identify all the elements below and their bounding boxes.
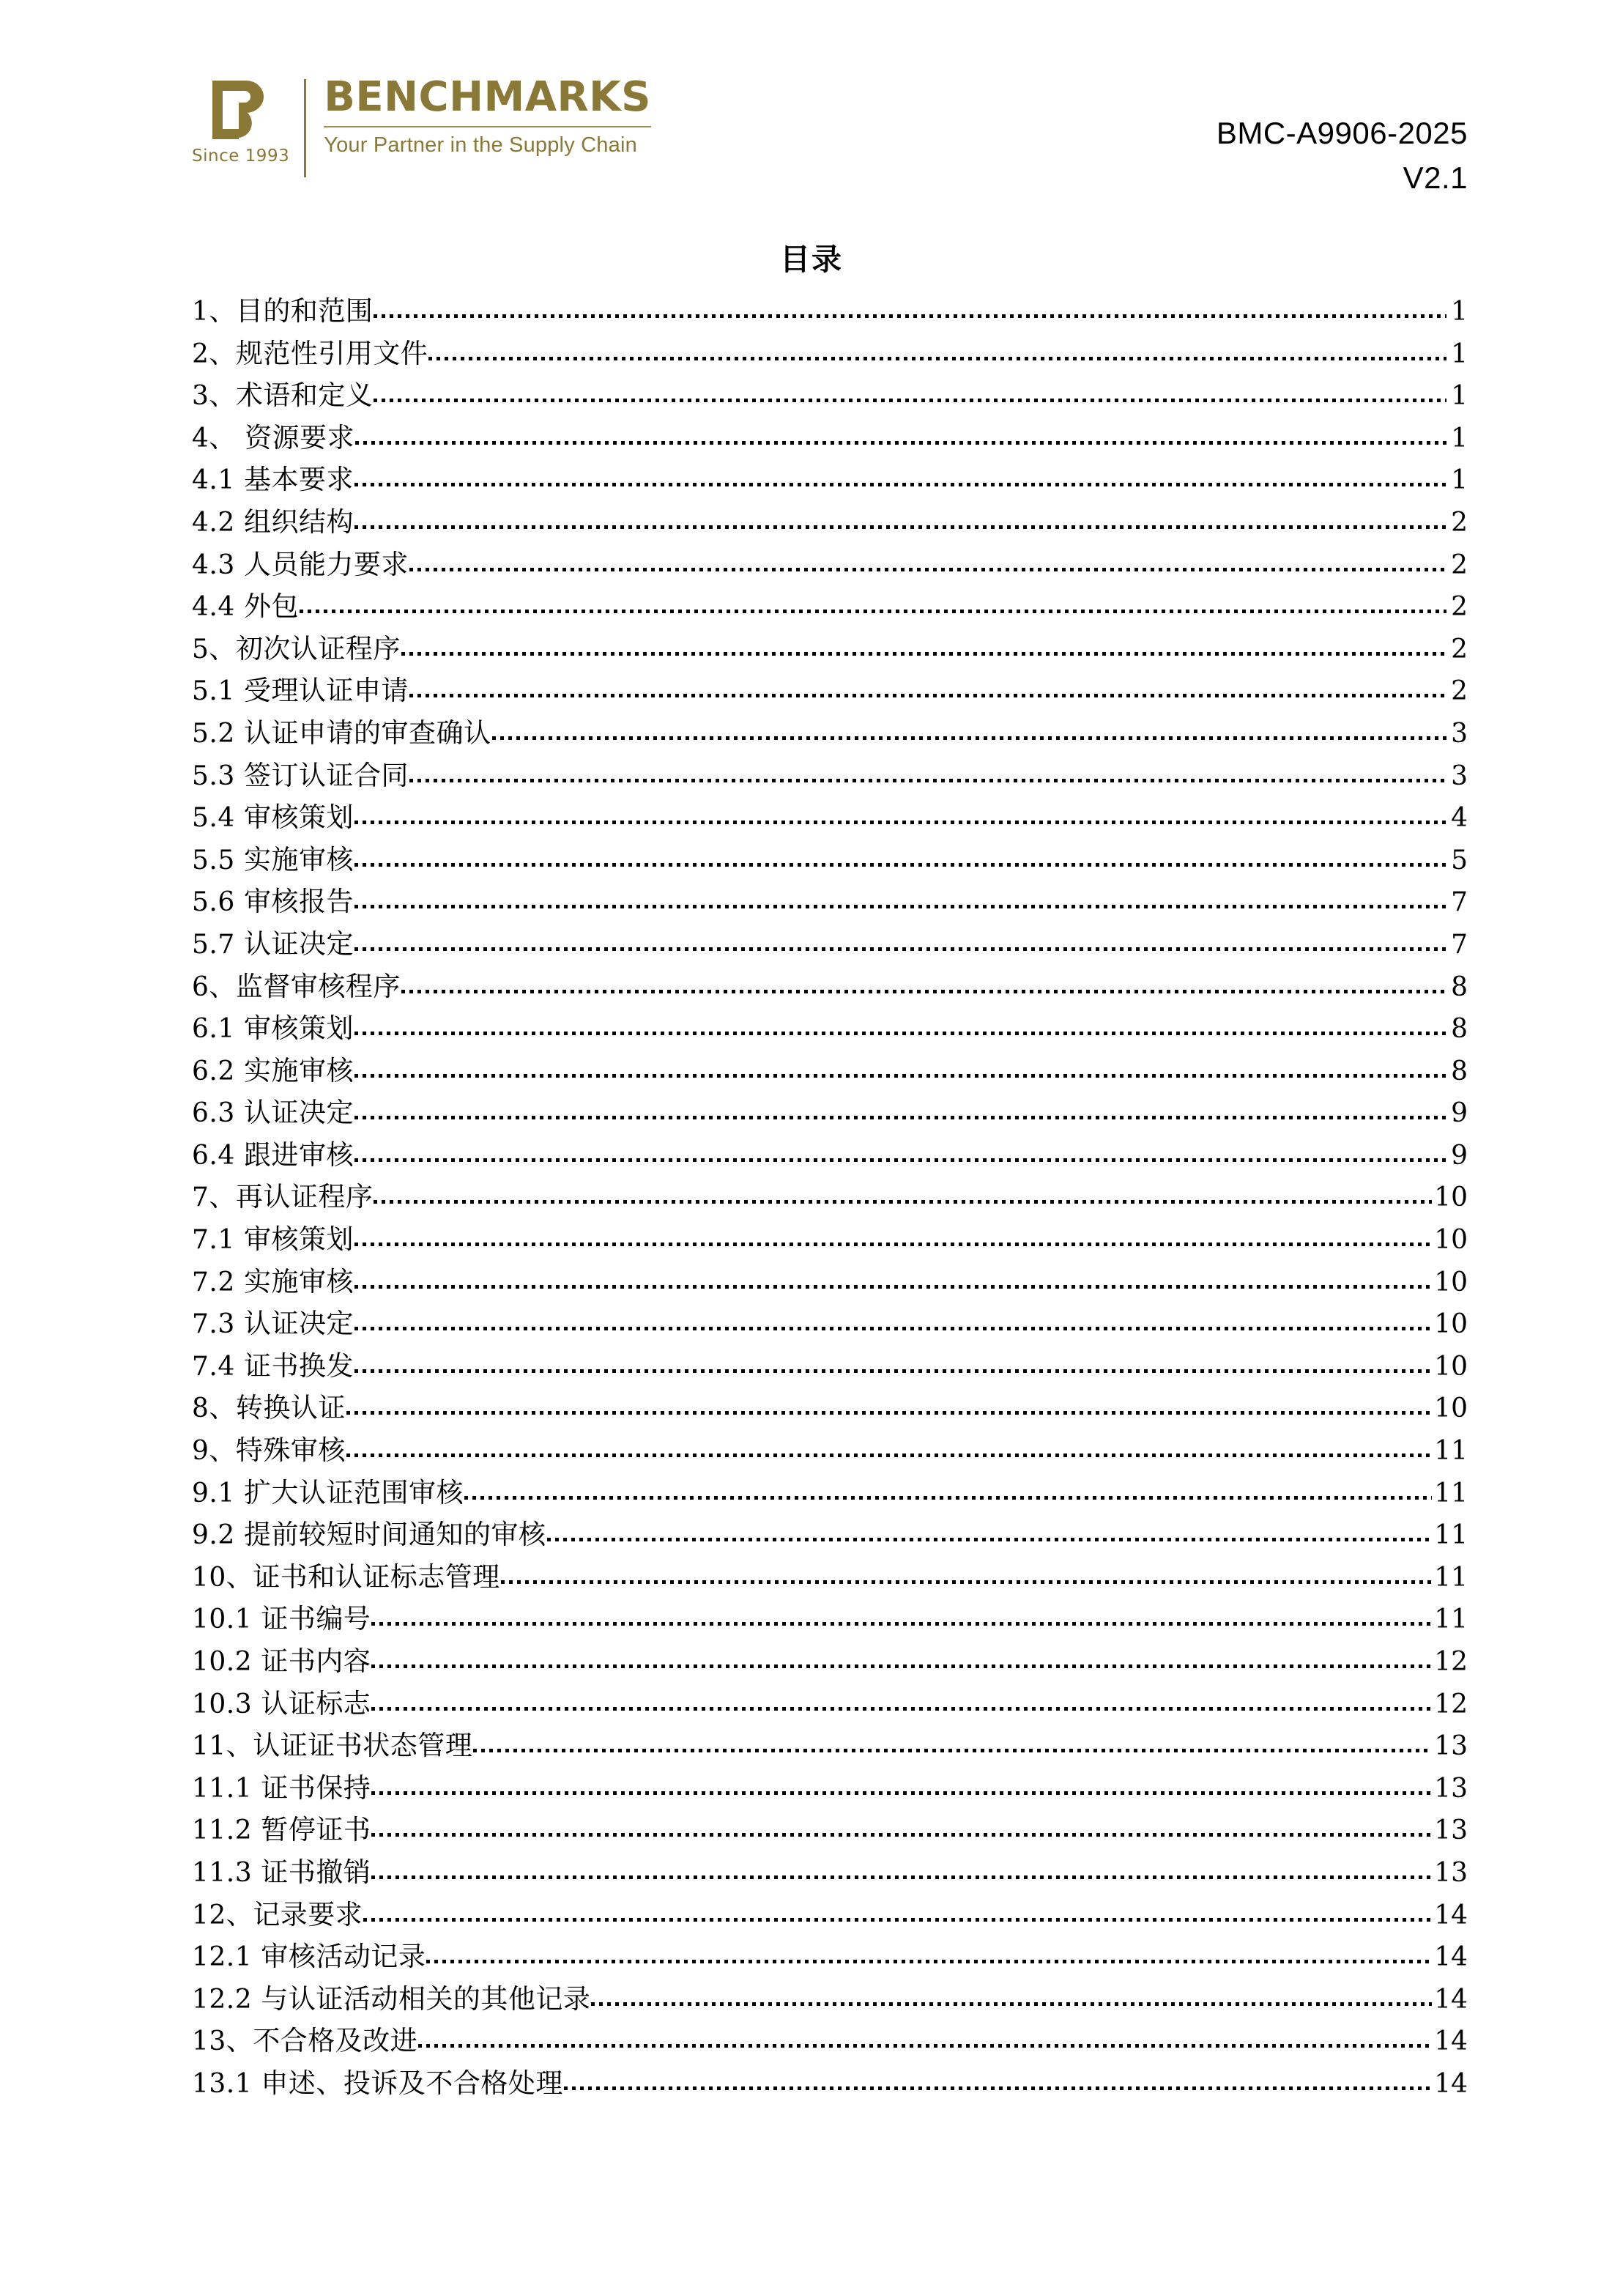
toc-entry-text: 审核策划 (234, 1223, 354, 1256)
toc-entry-text: 实施审核 (234, 1265, 354, 1297)
toc-entry-number: 5.6 (192, 887, 235, 918)
toc-entry-page: 13 (1434, 1731, 1468, 1762)
toc-entry-number: 9.1 (192, 1478, 235, 1508)
toc-entry-text: 特殊审核 (235, 1434, 346, 1467)
toc-entry-page: 8 (1451, 971, 1468, 1002)
toc-entry-text: 目的和范围 (235, 295, 374, 327)
toc-dot-leader (428, 336, 1446, 363)
toc-entry-text: 审核活动记录 (252, 1941, 426, 1973)
toc-entry-number: 6.2 (192, 1056, 235, 1086)
toc-dot-leader (426, 1938, 1432, 1966)
toc-entry-page: 8 (1451, 1014, 1468, 1045)
toc-dot-leader (374, 293, 1446, 320)
toc-dot-leader (371, 1601, 1432, 1628)
toc-entry-label (192, 1344, 354, 1383)
toc-entry-number: 2、 (192, 338, 236, 369)
toc-entry-label (192, 584, 299, 623)
toc-entry[interactable] (192, 795, 1468, 837)
logo-mark-group (192, 76, 304, 179)
toc-entry-number: 5.4 (192, 803, 235, 834)
toc-dot-leader (354, 842, 1446, 869)
toc-dot-leader (371, 1643, 1432, 1670)
toc-entry-page: 1 (1451, 465, 1468, 496)
toc-entry[interactable] (192, 1133, 1468, 1175)
company-logo (192, 73, 651, 179)
toc-entry-label (192, 668, 409, 708)
toc-entry-text: 认证证书状态管理 (253, 1730, 473, 1762)
toc-entry-label (192, 837, 354, 877)
toc-entry[interactable] (192, 1555, 1468, 1597)
toc-entry-text: 规范性引用文件 (235, 337, 428, 369)
toc-entry-page: 5 (1451, 845, 1468, 875)
toc-entry-number: 12.1 (192, 1942, 253, 1973)
toc-dot-leader (374, 1179, 1432, 1206)
toc-entry[interactable] (192, 922, 1468, 964)
toc-entry[interactable] (192, 1428, 1468, 1470)
toc-dot-leader (371, 1686, 1432, 1713)
toc-entry-text: 审核策划 (234, 1012, 354, 1045)
toc-dot-leader (501, 1559, 1432, 1586)
toc-dot-leader (354, 504, 1446, 531)
toc-entry-number: 12、 (192, 1900, 253, 1930)
toc-entry-text: 与认证活动相关的其他记录 (252, 1982, 591, 2015)
toc-entry-number: 7.3 (192, 1309, 235, 1340)
toc-entry-page: 10 (1434, 1393, 1468, 1424)
toc-entry-page: 13 (1434, 1857, 1468, 1888)
toc-entry[interactable] (192, 1006, 1468, 1048)
page-header (0, 0, 1623, 220)
toc-entry[interactable] (192, 542, 1468, 585)
toc-entry-page: 1 (1451, 338, 1468, 369)
toc-entry-page: 2 (1451, 507, 1468, 538)
toc-entry-number: 7、 (192, 1182, 236, 1213)
toc-entry[interactable] (192, 1934, 1468, 1977)
toc-entry[interactable] (192, 1977, 1468, 2019)
document-version: V2.1 (1403, 160, 1468, 195)
toc-entry[interactable] (192, 837, 1468, 880)
toc-dot-leader (354, 1221, 1432, 1248)
toc-entry-page: 9 (1451, 1098, 1468, 1129)
toc-entry-text: 签订认证合同 (234, 759, 409, 791)
toc-entry-label (192, 1681, 371, 1721)
toc-entry-number: 5.5 (192, 845, 235, 875)
benchmarks-b-logo-icon (209, 76, 272, 144)
toc-entry-page: 2 (1451, 676, 1468, 707)
toc-entry[interactable] (192, 753, 1468, 796)
toc-entry-page: 14 (1434, 2026, 1468, 2057)
toc-entry-text: 暂停证书 (252, 1814, 371, 1846)
toc-entry-text: 不合格及改进 (253, 2025, 418, 2057)
toc-entry-number: 4、 (192, 423, 236, 453)
toc-entry-page: 3 (1451, 718, 1468, 749)
toc-entry-text: 组织结构 (234, 506, 354, 538)
toc-entry-text: 术语和定义 (235, 379, 374, 412)
toc-entry-label (192, 753, 409, 793)
toc-entry-number: 6.3 (192, 1098, 235, 1129)
toc-entry-text: 转换认证 (235, 1392, 346, 1424)
toc-entry-page: 14 (1434, 2068, 1468, 2099)
toc-entry[interactable] (192, 1639, 1468, 1681)
toc-entry[interactable] (192, 1385, 1468, 1428)
logo-horizontal-rule (324, 126, 651, 127)
toc-entry-text: 审核报告 (234, 886, 354, 918)
toc-entry-number: 8、 (192, 1393, 236, 1424)
toc-entry[interactable] (192, 1681, 1468, 1724)
toc-entry-label (192, 879, 354, 919)
toc-entry-page: 1 (1451, 297, 1468, 327)
toc-entry-label (192, 1639, 371, 1678)
toc-dot-leader (354, 1306, 1432, 1333)
toc-entry-page: 11 (1434, 1562, 1468, 1593)
toc-entry[interactable] (192, 668, 1468, 711)
toc-entry-page: 10 (1434, 1225, 1468, 1256)
toc-entry-label (192, 1723, 472, 1763)
toc-entry-page: 11 (1434, 1436, 1468, 1467)
toc-entry-number: 3、 (192, 381, 236, 412)
toc-entry-label (192, 2061, 563, 2100)
toc-entry-number: 9.2 (192, 1520, 235, 1551)
toc-dot-leader (354, 1095, 1446, 1122)
toc-entry-text: 认证决定 (234, 1097, 354, 1129)
toc-dot-leader (354, 1053, 1446, 1080)
toc-entry-number: 13.1 (192, 2068, 253, 2099)
toc-entry[interactable] (192, 373, 1468, 415)
toc-entry[interactable] (192, 584, 1468, 626)
toc-entry-text: 认证申请的审查确认 (234, 716, 491, 749)
toc-entry[interactable] (192, 415, 1468, 458)
toc-entry[interactable] (192, 289, 1468, 331)
toc-entry-number: 5.3 (192, 760, 235, 791)
toc-entry-page: 14 (1434, 1942, 1468, 1973)
document-meta (1217, 111, 1468, 201)
toc-dot-leader (354, 462, 1446, 489)
toc-entry-page: 13 (1434, 1815, 1468, 1846)
toc-entry-page: 2 (1451, 549, 1468, 580)
toc-dot-leader (346, 1390, 1432, 1417)
toc-entry-label (192, 1385, 346, 1425)
toc-dot-leader (354, 1348, 1432, 1375)
toc-entry[interactable] (192, 1301, 1468, 1344)
toc-entry[interactable] (192, 1259, 1468, 1302)
toc-entry-number: 11.1 (192, 1773, 253, 1804)
toc-dot-leader (346, 1432, 1432, 1459)
toc-entry[interactable] (192, 1174, 1468, 1217)
toc-dot-leader (418, 2023, 1432, 2050)
toc-entry-number: 13、 (192, 2026, 253, 2057)
toc-entry-page: 14 (1434, 1900, 1468, 1930)
toc-entry-text: 监督审核程序 (235, 970, 401, 1002)
toc-entry[interactable] (192, 964, 1468, 1007)
toc-entry-label (192, 1301, 354, 1341)
toc-entry-text: 人员能力要求 (234, 548, 409, 580)
toc-entry-number: 9、 (192, 1436, 236, 1467)
toc-entry-page: 11 (1434, 1520, 1468, 1551)
toc-entry-label (192, 1428, 346, 1467)
toc-dot-leader (409, 673, 1446, 700)
toc-entry-text: 证书保持 (252, 1771, 371, 1804)
logo-wordmark: BENCHMARKS (324, 73, 651, 121)
toc-entry-number: 6.1 (192, 1014, 235, 1045)
toc-entry[interactable] (192, 626, 1468, 669)
toc-entry-text: 实施审核 (234, 843, 354, 875)
toc-entry-page: 11 (1434, 1478, 1468, 1508)
toc-entry-label (192, 626, 401, 666)
toc-entry-text: 证书内容 (252, 1645, 371, 1677)
toc-entry-page: 2 (1451, 634, 1468, 664)
toc-entry-text: 证书撤销 (252, 1856, 371, 1888)
toc-entry-text: 提前较短时间通知的审核 (234, 1519, 546, 1551)
toc-entry-label (192, 1133, 354, 1172)
toc-entry-label (192, 1977, 590, 2016)
toc-entry[interactable] (192, 500, 1468, 542)
toc-dot-leader (591, 1981, 1432, 2008)
toc-entry-label (192, 1892, 363, 1932)
toc-dot-leader (354, 1264, 1432, 1291)
toc-entry[interactable] (192, 1850, 1468, 1892)
toc-dot-leader (401, 631, 1446, 658)
toc-dot-leader (371, 1770, 1432, 1797)
toc-entry[interactable] (192, 1723, 1468, 1766)
toc-entry[interactable] (192, 1090, 1468, 1133)
toc-entry-text: 资源要求 (235, 421, 355, 453)
toc-entry-label (192, 1934, 426, 1974)
toc-entry-text: 认证决定 (234, 927, 354, 960)
toc-entry-page: 10 (1434, 1267, 1468, 1297)
toc-entry[interactable] (192, 1048, 1468, 1091)
toc-dot-leader (547, 1517, 1433, 1544)
toc-entry[interactable] (192, 711, 1468, 753)
page-title: 目录 (780, 242, 843, 277)
toc-entry-label (192, 711, 491, 750)
toc-entry-page: 4 (1451, 803, 1468, 834)
toc-entry-page: 12 (1434, 1647, 1468, 1677)
toc-dot-leader (492, 715, 1446, 742)
toc-entry-number: 5.1 (192, 676, 235, 707)
toc-entry-text: 证书换发 (234, 1349, 354, 1382)
toc-entry-page: 10 (1434, 1309, 1468, 1340)
toc-entry-number: 6、 (192, 971, 236, 1002)
toc-entry-label (192, 289, 373, 328)
logo-text-group (306, 73, 651, 179)
toc-entry[interactable] (192, 1344, 1468, 1386)
toc-dot-leader (401, 969, 1446, 996)
toc-entry-number: 10.1 (192, 1604, 253, 1635)
toc-entry-page: 1 (1451, 381, 1468, 412)
toc-entry-number: 7.1 (192, 1225, 235, 1256)
toc-entry-label (192, 1006, 354, 1045)
toc-entry-label (192, 922, 354, 961)
toc-entry-number: 10、 (192, 1562, 253, 1593)
toc-entry-label (192, 1766, 371, 1805)
toc-entry-text: 扩大认证范围审核 (234, 1476, 464, 1508)
toc-dot-leader (409, 758, 1446, 785)
toc-entry-text: 证书和认证标志管理 (253, 1560, 500, 1593)
toc-entry-text: 再认证程序 (235, 1181, 374, 1213)
toc-entry-number: 4.4 (192, 592, 235, 623)
toc-entry-label (192, 331, 428, 371)
toc-entry-label (192, 1048, 354, 1088)
toc-entry[interactable] (192, 1596, 1468, 1639)
toc-dot-leader (354, 799, 1446, 826)
toc-dot-leader (564, 2065, 1432, 2092)
toc-entry-label (192, 1807, 371, 1847)
toc-entry-page: 14 (1434, 1984, 1468, 2015)
toc-entry-label (192, 1850, 371, 1889)
toc-entry[interactable] (192, 879, 1468, 922)
toc-dot-leader (374, 377, 1446, 404)
toc-dot-leader (464, 1475, 1432, 1502)
toc-entry-label (192, 500, 354, 539)
toc-entry-label (192, 2018, 417, 2058)
toc-entry-page: 11 (1434, 1604, 1468, 1635)
table-of-contents (192, 289, 1468, 2103)
toc-entry[interactable] (192, 1807, 1468, 1850)
toc-entry[interactable] (192, 2061, 1468, 2103)
toc-entry-text: 初次认证程序 (235, 632, 401, 664)
toc-entry-label (192, 964, 401, 1004)
toc-entry[interactable] (192, 1892, 1468, 1935)
toc-dot-leader (371, 1812, 1432, 1839)
toc-entry-label (192, 542, 409, 582)
toc-entry-label (192, 415, 354, 455)
toc-entry-text: 认证标志 (252, 1687, 371, 1719)
toc-entry-text: 跟进审核 (234, 1138, 354, 1171)
toc-entry-label (192, 1596, 371, 1636)
toc-entry-label (192, 1217, 354, 1256)
toc-entry-number: 10.3 (192, 1689, 253, 1719)
toc-entry-label (192, 1174, 373, 1214)
toc-dot-leader (363, 1897, 1432, 1924)
toc-entry-page: 3 (1451, 760, 1468, 791)
toc-entry[interactable] (192, 1766, 1468, 1808)
toc-entry[interactable] (192, 1217, 1468, 1259)
toc-entry[interactable] (192, 1470, 1468, 1513)
toc-entry-number: 4.2 (192, 507, 235, 538)
toc-entry-page: 7 (1451, 887, 1468, 918)
toc-entry-label (192, 795, 354, 834)
toc-entry-page: 2 (1451, 592, 1468, 623)
toc-dot-leader (355, 420, 1446, 447)
toc-dot-leader (371, 1854, 1432, 1881)
toc-dot-leader (409, 547, 1446, 574)
toc-entry-number: 1、 (192, 297, 236, 327)
toc-entry-page: 13 (1434, 1773, 1468, 1804)
toc-dot-leader (354, 1010, 1446, 1037)
toc-entry-page: 12 (1434, 1689, 1468, 1719)
toc-entry-number: 6.4 (192, 1140, 235, 1171)
toc-dot-leader (354, 884, 1446, 911)
toc-dot-leader (473, 1727, 1432, 1755)
toc-entry-label (192, 1090, 354, 1130)
toc-entry-number: 5.2 (192, 718, 235, 749)
toc-entry-text: 证书编号 (252, 1603, 371, 1635)
toc-entry-text: 受理认证申请 (234, 675, 409, 707)
toc-entry-text: 记录要求 (253, 1898, 363, 1930)
toc-entry[interactable] (192, 2018, 1468, 2061)
toc-entry-number: 5、 (192, 634, 236, 664)
document-code: BMC-A9906-2025 (1216, 116, 1468, 150)
toc-entry-number: 7.4 (192, 1351, 235, 1382)
toc-entry[interactable] (192, 1512, 1468, 1555)
toc-entry-number: 4.3 (192, 549, 235, 580)
toc-entry-number: 5.7 (192, 929, 235, 960)
toc-entry-label (192, 457, 354, 497)
toc-entry-text: 实施审核 (234, 1054, 354, 1086)
toc-entry-number: 12.2 (192, 1984, 253, 2015)
toc-entry-number: 4.1 (192, 465, 235, 496)
toc-entry-page: 9 (1451, 1140, 1468, 1171)
toc-entry-label (192, 1259, 354, 1299)
toc-entry-number: 10.2 (192, 1647, 253, 1677)
toc-dot-leader (300, 588, 1446, 615)
toc-entry-number: 7.2 (192, 1267, 235, 1297)
toc-entry-label (192, 1470, 464, 1510)
toc-entry-page: 8 (1451, 1056, 1468, 1086)
toc-entry-text: 审核策划 (234, 801, 354, 834)
toc-dot-leader (354, 1137, 1446, 1164)
toc-entry-number: 11.3 (192, 1857, 253, 1888)
toc-entry-label (192, 1512, 546, 1552)
toc-entry[interactable] (192, 331, 1468, 374)
toc-dot-leader (354, 926, 1446, 953)
toc-entry-label (192, 1555, 500, 1594)
logo-tagline: Your Partner in the Supply Chain (324, 133, 637, 157)
toc-entry-page: 1 (1451, 423, 1468, 453)
logo-since-text: Since 1993 (192, 147, 290, 166)
toc-entry[interactable] (192, 457, 1468, 500)
toc-entry-page: 10 (1434, 1351, 1468, 1382)
toc-entry-number: 11.2 (192, 1815, 253, 1846)
toc-entry-text: 申述、投诉及不合格处理 (252, 2067, 563, 2099)
toc-entry-number: 11、 (192, 1731, 253, 1762)
toc-entry-page: 10 (1434, 1182, 1468, 1213)
toc-entry-text: 外包 (234, 590, 300, 623)
toc-entry-label (192, 373, 373, 412)
toc-entry-page: 7 (1451, 929, 1468, 960)
toc-entry-text: 基本要求 (234, 464, 354, 496)
toc-entry-text: 认证决定 (234, 1308, 354, 1340)
